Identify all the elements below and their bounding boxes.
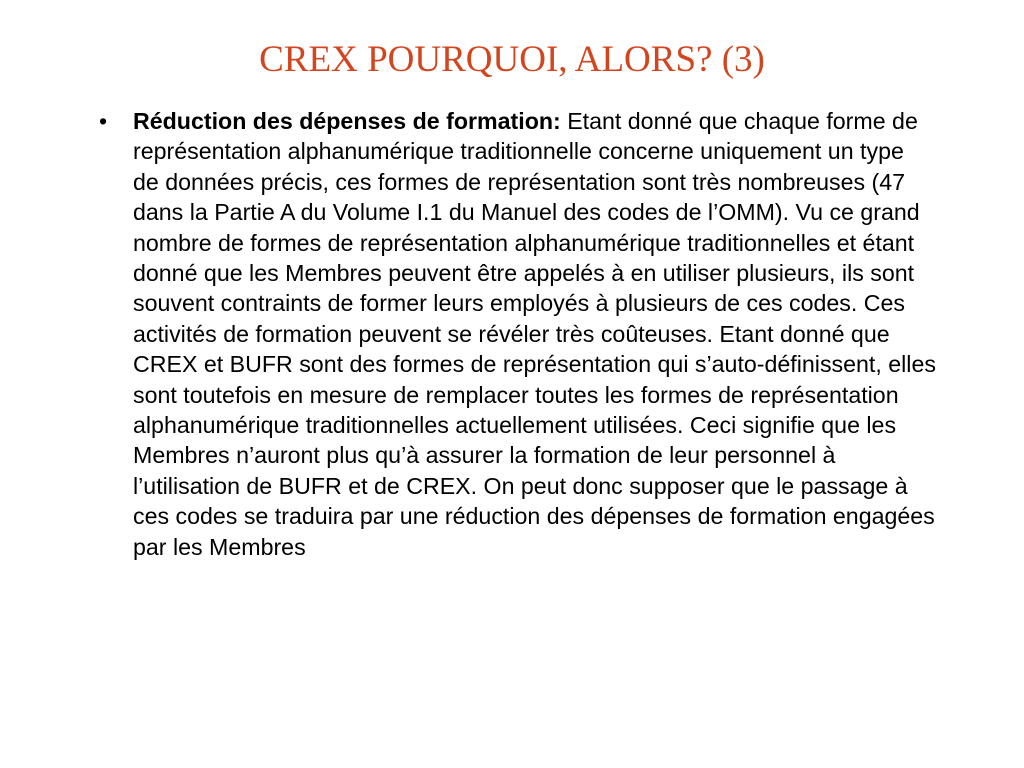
bullet-body-text: Etant donné que chaque forme de représentation alphanumérique traditionnelle concerne uniquement un type de données précis, ces formes de représentation sont très nombreuses (47 dans la Partie A du Volume I.1 du Manuel des codes de l’OMM). Vu ce grand nombre de formes de représentation alphanumérique traditionnelles et étant donné que les Membres peuvent être appelés à en utiliser plusieurs, ils sont souvent contraints de former leurs employés à plusieurs de ces codes. Ces activités de formation peuvent se révéler très coûteuses. Etant donné que CREX et BUFR sont des formes de représentation qui s’auto-définissent, elles sont toutefois en mesure de remplacer toutes les formes de représentation alphanumérique traditionnelles actuellement utilisées. Ceci signifie que les Membres n’auront plus qu’à assurer la formation de leur personnel à l’utilisation de BUFR et de CREX. On peut donc supposer que le passage à ces codes se traduira par une réduction des dépenses de formation engagées par les Membres [133,108,936,560]
bullet-marker: • [99,108,108,134]
bullet-list [96,106,936,562]
bullet-item [96,106,936,562]
slide-title: CREX POURQUOI, ALORS? (3) [259,39,765,80]
bullet-lead-text: Réduction des dépenses de formation: [133,108,561,134]
